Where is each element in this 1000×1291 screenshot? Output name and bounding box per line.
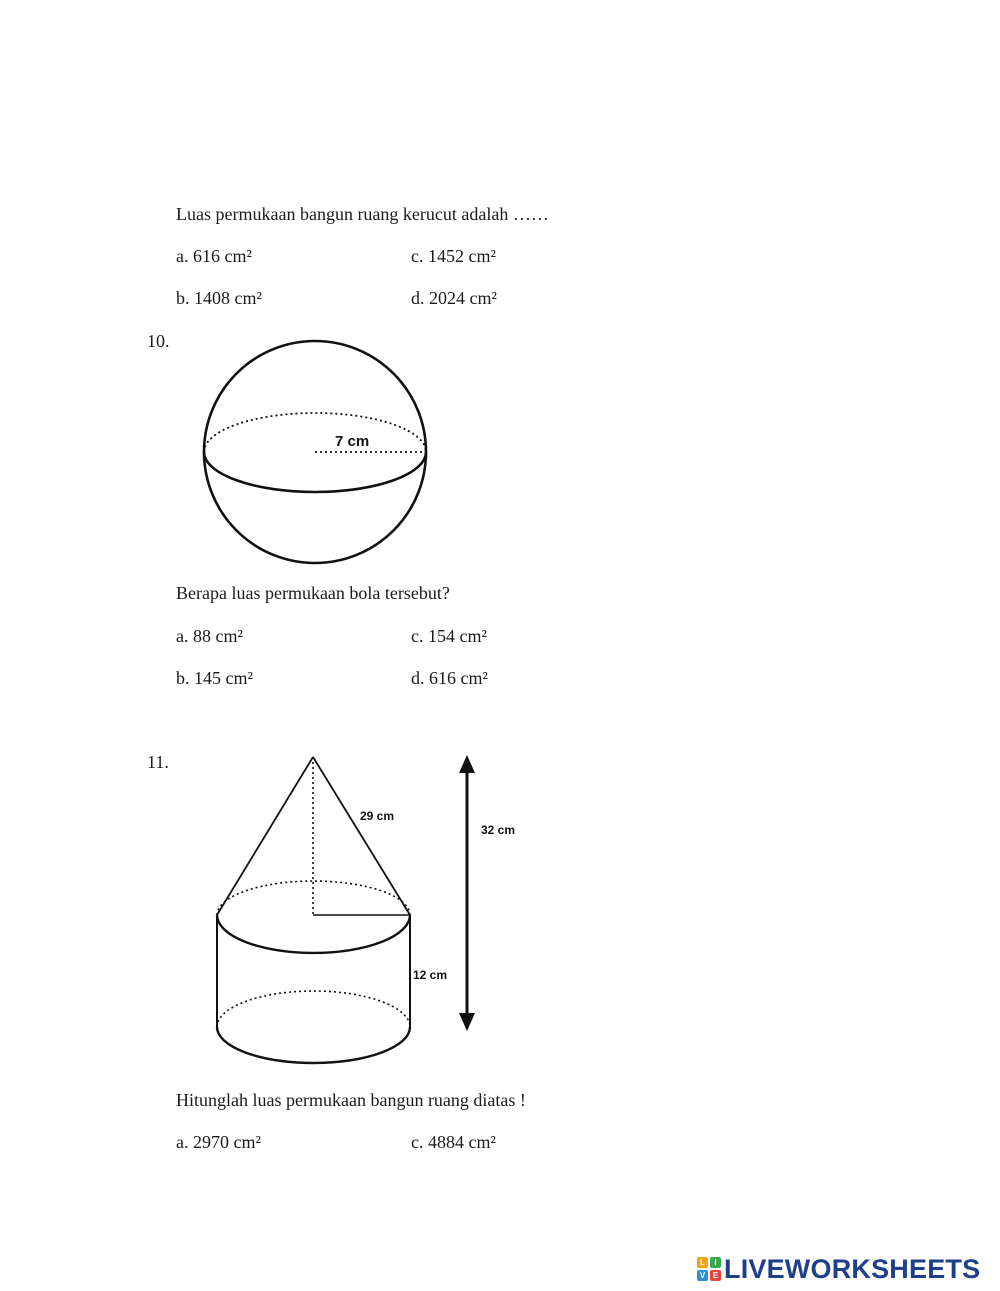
q9-option-c[interactable]: c. 1452 cm²: [411, 246, 496, 266]
q9-option-d[interactable]: d. 2024 cm²: [411, 288, 497, 308]
logo-text: LIVEWORKSHEETS: [724, 1253, 981, 1284]
total-height-arrow-up: [459, 755, 475, 773]
q10-number: 10.: [147, 331, 170, 351]
sphere-equator-back: [204, 413, 426, 452]
logo-tile-e: E: [710, 1270, 721, 1281]
total-height-label: 32 cm: [481, 823, 516, 837]
logo-tile-i: I: [710, 1257, 721, 1268]
q10-option-b[interactable]: b. 145 cm²: [176, 668, 253, 688]
slant-label: 29 cm: [360, 809, 395, 823]
cylinder-top-front: [217, 915, 410, 953]
logo-tile-v: V: [697, 1270, 708, 1281]
cylinder-bottom-front: [217, 1027, 410, 1063]
liveworksheets-logo[interactable]: [697, 1254, 980, 1284]
sphere-radius-label: 7 cm: [335, 433, 370, 450]
q10-option-c[interactable]: c. 154 cm²: [411, 626, 487, 646]
q11-option-c[interactable]: c. 4884 cm²: [411, 1132, 496, 1152]
q10-question: Berapa luas permukaan bola tersebut?: [176, 583, 450, 603]
q9-option-a[interactable]: a. 616 cm²: [176, 246, 252, 266]
sphere-equator-front: [204, 452, 426, 492]
q10-option-a[interactable]: a. 88 cm²: [176, 626, 243, 646]
cone-cylinder-figure: [205, 745, 535, 1070]
total-height-arrow-down: [459, 1013, 475, 1031]
q9-option-b[interactable]: b. 1408 cm²: [176, 288, 262, 308]
q9-question: Luas permukaan bangun ruang kerucut adalah ……: [176, 204, 549, 224]
q10-option-d[interactable]: d. 616 cm²: [411, 668, 488, 688]
cylinder-bottom-back: [217, 991, 410, 1027]
sphere-figure: [196, 333, 436, 573]
logo-mark-icon: [697, 1257, 721, 1281]
cone-right-edge: [313, 757, 410, 915]
cone-left-edge: [217, 757, 313, 915]
logo-tile-l: L: [697, 1257, 708, 1268]
q11-question: Hitunglah luas permukaan bangun ruang diatas !: [176, 1090, 526, 1110]
q11-number: 11.: [147, 752, 169, 772]
q11-option-a[interactable]: a. 2970 cm²: [176, 1132, 261, 1152]
cylinder-height-label: 12 cm: [413, 968, 448, 982]
